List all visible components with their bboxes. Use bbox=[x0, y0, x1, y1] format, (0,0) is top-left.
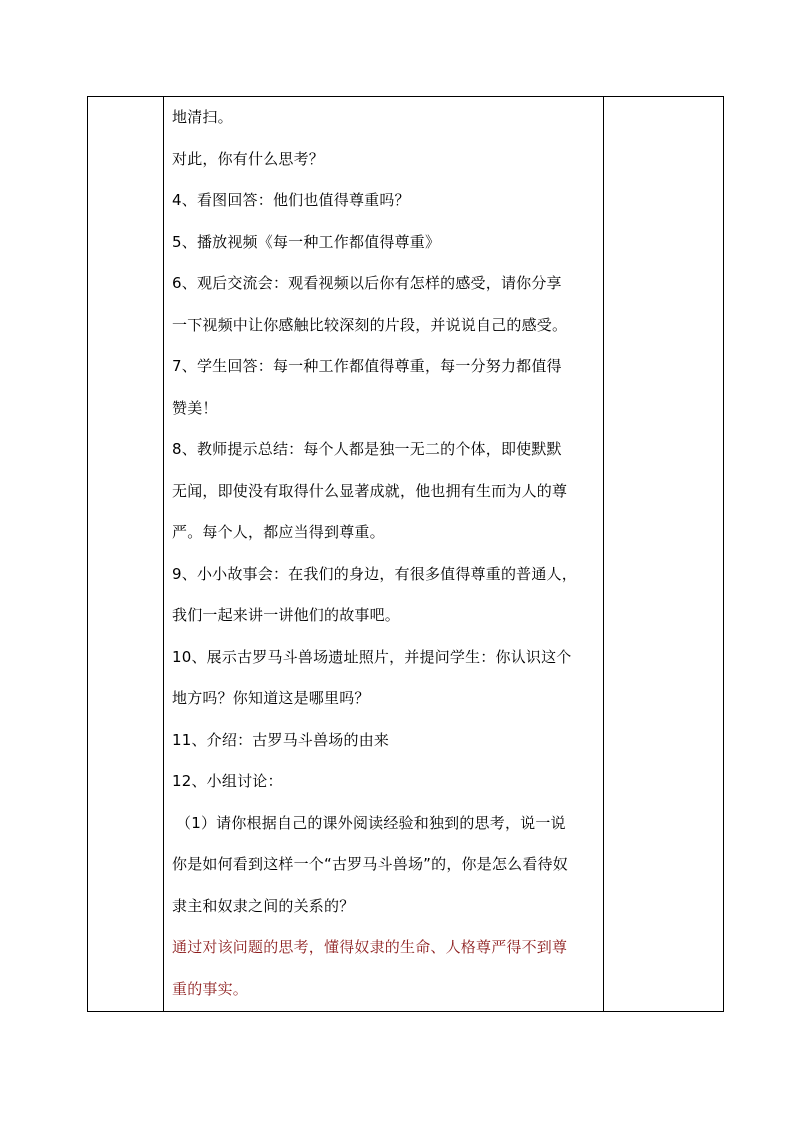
text-line: 4、看图回答：他们也值得尊重吗？ bbox=[172, 191, 410, 209]
text-line: 9、小小故事会：在我们的身边，有很多值得尊重的普通人， bbox=[172, 564, 577, 583]
text-line: 6、观后交流会：观看视频以后你有怎样的感受，请你分享 bbox=[172, 274, 562, 292]
text-line: 11、介绍：古罗马斗兽场的由来 bbox=[172, 730, 390, 749]
text-line: 隶主和奴隶之间的关系的？ bbox=[172, 896, 355, 915]
text-line: 8、教师提示总结：每个人都是独一无二的个体，即使默默 bbox=[172, 440, 562, 458]
text-line: 地方吗？你知道这是哪里吗？ bbox=[172, 689, 370, 707]
text-line: 你是如何看到这样一个“古罗马斗兽场”的，你是怎么看待奴 bbox=[172, 855, 568, 873]
right-column-cell bbox=[604, 97, 724, 1012]
text-line: 地清扫。 bbox=[172, 108, 233, 126]
text-line: 赞美！ bbox=[172, 398, 218, 417]
highlight-text-line: 重的事实。 bbox=[172, 979, 249, 998]
text-line: 对此，你有什么思考？ bbox=[172, 149, 325, 168]
table-row bbox=[88, 97, 724, 1012]
highlight-text-line: 通过对该问题的思考，懂得奴隶的生命、人格尊严得不到尊 bbox=[172, 938, 568, 956]
text-line: 无闻，即使没有取得什么显著成就，他也拥有生而为人的尊 bbox=[172, 481, 568, 500]
text-line: 5、播放视频《每一种工作都值得尊重》 bbox=[172, 232, 441, 251]
text-line: （1）请你根据自己的课外阅读经验和独到的思考，说一说 bbox=[176, 813, 566, 832]
lesson-plan-table bbox=[87, 96, 724, 1012]
left-column-cell bbox=[88, 97, 164, 1012]
content-cell bbox=[164, 97, 604, 1012]
text-line: 7、学生回答：每一种工作都值得尊重，每一分努力都值得 bbox=[172, 357, 562, 375]
text-line: 我们一起来讲一讲他们的故事吧。 bbox=[172, 606, 401, 624]
text-line: 一下视频中让你感触比较深刻的片段，并说说自己的感受。 bbox=[172, 315, 568, 334]
text-line: 严。每个人，都应当得到尊重。 bbox=[172, 523, 385, 541]
text-line: 12、小组讨论： bbox=[172, 772, 283, 790]
text-line: 10、展示古罗马斗兽场遗址照片，并提问学生：你认识这个 bbox=[172, 647, 572, 666]
